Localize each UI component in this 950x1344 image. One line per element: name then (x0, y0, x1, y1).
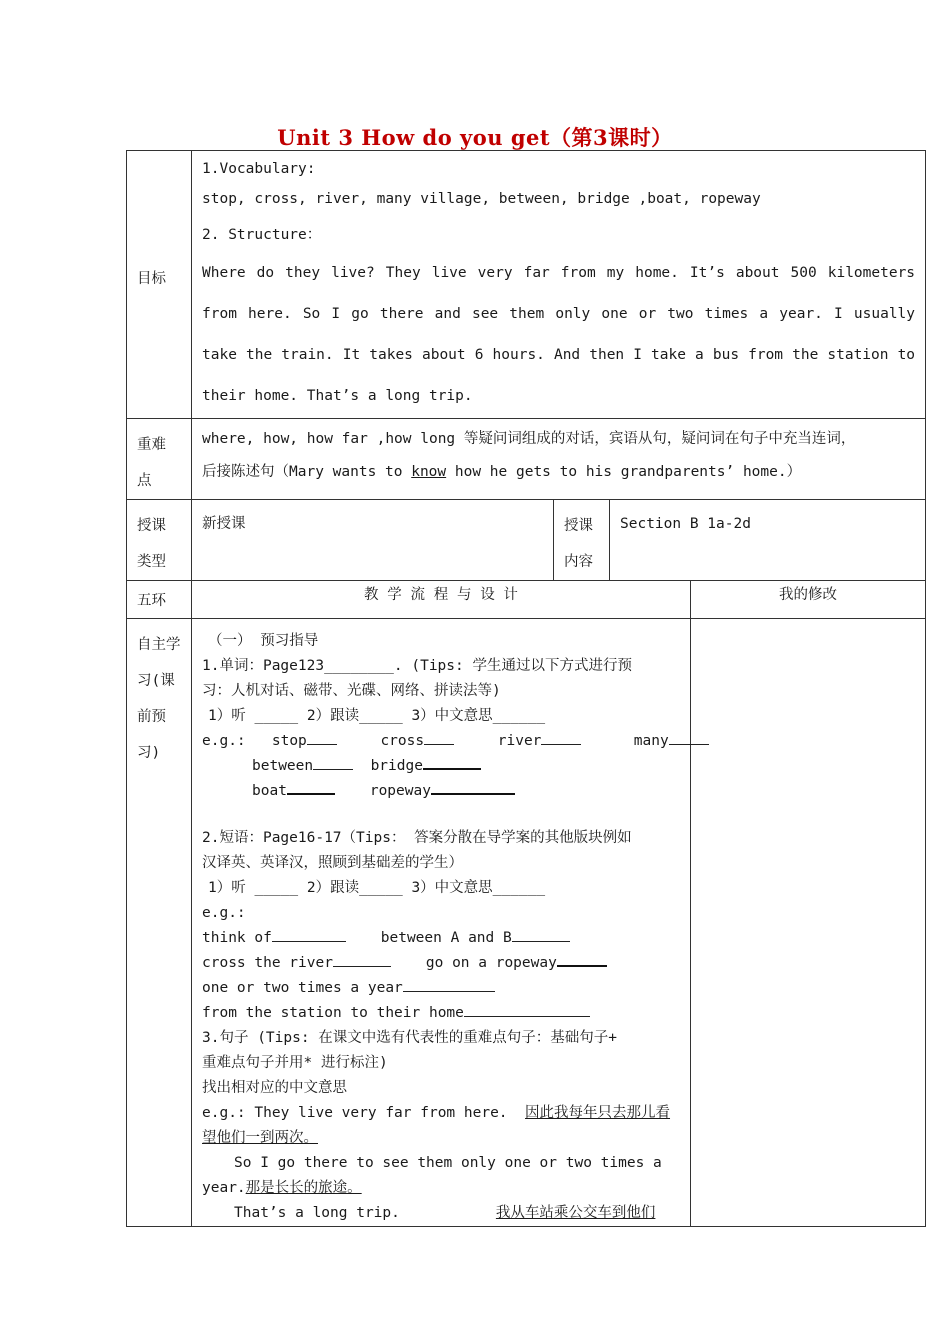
sentence-1-cont: 望他们一到两次。 (202, 1130, 318, 1146)
sentence-2-cont: year.那是长长的旅途。 (202, 1180, 362, 1196)
phrases-instruction-2: 汉译英、英译汉，照顾到基础差的学生） (202, 855, 463, 871)
vocab-row-2: between bridge (202, 754, 680, 779)
process-header-row (127, 581, 926, 619)
sentences-instruction-2: 重难点句子并用* 进行标注) (202, 1055, 388, 1071)
phrases-steps: 1）听 _____ 2）跟读_____ 3）中文意思______ (208, 880, 546, 896)
self-study-label: 自主学习(课前预习) (127, 619, 192, 1227)
self-study-row (127, 619, 926, 1227)
lesson-row (127, 500, 926, 581)
goals-content (192, 151, 926, 419)
preview-heading: （一） 预习指导 (208, 633, 319, 649)
revision-column (691, 619, 926, 1227)
sentences-instruction-3: 找出相对应的中文意思 (202, 1080, 347, 1096)
phrase-row-2: cross the river go on a ropeway (202, 951, 680, 976)
vocab-words: stop, cross, river, many village, between, bridge ,boat, ropeway (202, 191, 761, 207)
key-points-content (192, 419, 926, 500)
structure-heading: 2. Structure： (202, 227, 322, 243)
structure-text: Where do they live? They live very far from my home. It’s about 500 kilometers from here. So I go there and see them only one or two times a year. I usually take the train. It takes about 6 hours. And then I take a bus from the station to their home. That’s a long trip. (202, 265, 916, 404)
goals-row (127, 151, 926, 419)
lesson-type-value: 新授课 (192, 500, 554, 581)
words-instruction-2: 习：人机对话、磁带、光碟、网络、拼读法等) (202, 683, 501, 699)
lesson-plan-table (126, 150, 926, 1227)
key-points-line1: where, how, how far ,how long 等疑问词组成的对话，宾语从句，疑问词在句子中充当连词， (202, 431, 856, 447)
key-points-row (127, 419, 926, 500)
header-col1: 五环 (127, 581, 192, 619)
vocab-row-3: boat ropeway (202, 779, 680, 804)
goals-label: 目标 (127, 151, 192, 419)
phrase-row-4: from the station to their home (202, 1001, 680, 1026)
words-instruction-1: 1.单词：Page123________. (Tips: 学生通过以下方式进行预 (202, 658, 632, 674)
vocab-row-1: e.g.: stop cross river many (202, 729, 680, 754)
phrases-instruction-1: 2.短语：Page16-17（Tips： 答案分散在导学案的其他版块例如 (202, 830, 632, 846)
header-col2: 教 学 流 程 与 设 计 (192, 581, 691, 619)
sentences-instruction-1: 3.句子 (Tips: 在课文中选有代表性的重难点句子：基础句子+ (202, 1030, 618, 1046)
words-steps: 1）听 _____ 2）跟读_____ 3）中文意思______ (208, 708, 546, 724)
phrases-eg: e.g.: (202, 905, 246, 921)
lesson-content-label: 授课内容 (554, 500, 610, 581)
lesson-content-value: Section B 1a-2d (610, 500, 926, 581)
vocab-heading: 1.Vocabulary: (202, 161, 316, 177)
phrase-row-1: think of between A and B (202, 926, 680, 951)
header-col3: 我的修改 (691, 581, 926, 619)
sentence-1: e.g.: They live very far from here. 因此我每年只去那儿看 (202, 1105, 671, 1121)
lesson-type-label: 授课类型 (127, 500, 192, 581)
key-points-label: 重难点 (127, 419, 192, 500)
key-points-line2: 后接陈述句（Mary wants to know how he gets to his grandparents’ home.） (202, 464, 802, 480)
sentence-3: That’s a long trip. 我从车站乘公交车到他们 (234, 1205, 656, 1221)
phrase-row-3: one or two times a year (202, 976, 680, 1001)
self-study-content (192, 619, 691, 1227)
page-title: Unit 3 How do you get（第3课时） (277, 125, 673, 150)
sentence-2: So I go there to see them only one or two times a (234, 1155, 662, 1171)
